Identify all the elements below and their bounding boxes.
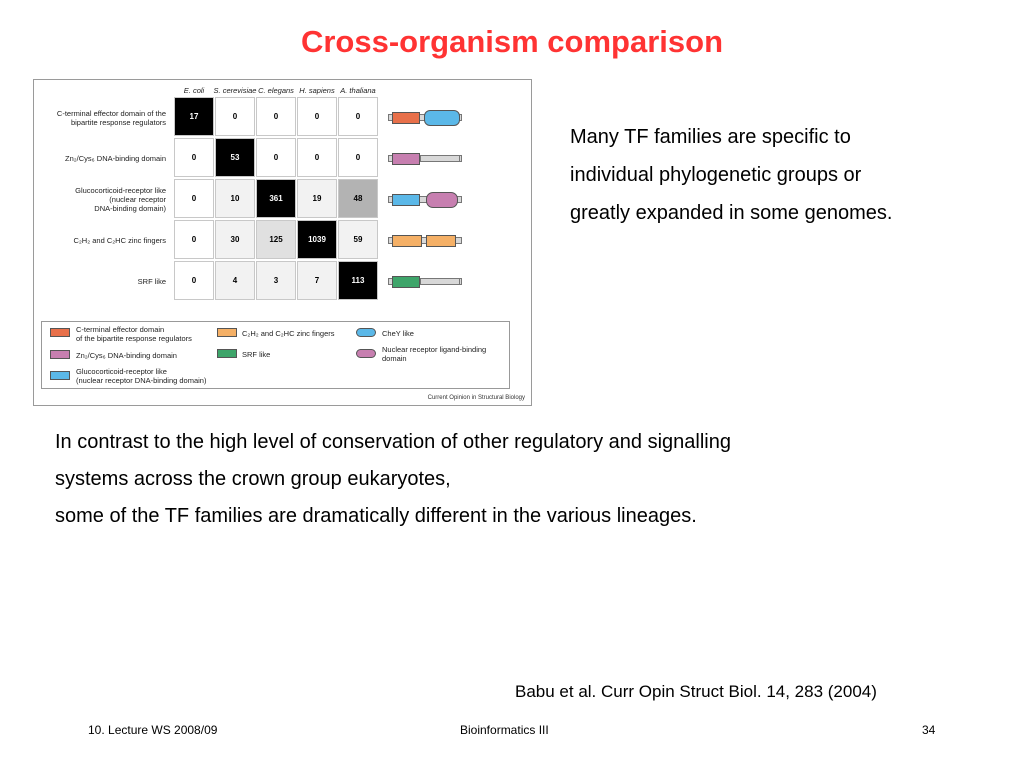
srf-domain <box>392 276 420 288</box>
row-label <box>36 154 166 163</box>
row-label-line: C₂H₂ and C₂HC zinc fingers <box>73 236 166 245</box>
row-label <box>36 277 166 286</box>
footer-left: 10. Lecture WS 2008/09 <box>88 723 218 737</box>
matrix-cell: 7 <box>297 261 337 300</box>
row-label-line: bipartite response regulators <box>70 117 166 127</box>
nuclear-legend-line-1: Nuclear receptor ligand-binding <box>382 345 487 354</box>
gluco-legend-label <box>76 367 206 385</box>
chey-domain <box>424 110 460 126</box>
matrix-cell: 125 <box>256 220 296 259</box>
zinc-finger-domain <box>392 235 422 247</box>
row-label-line: DNA-binding domain) <box>94 204 166 213</box>
zinc-finger-domain <box>426 235 456 247</box>
matrix-cell: 0 <box>215 97 255 136</box>
body-text-line: systems across the crown group eukaryotes, <box>55 468 451 490</box>
srf-legend-swatch <box>217 349 237 358</box>
body-text-line: some of the TF families are dramatically different in the various lineages. <box>55 505 697 527</box>
body-text <box>55 424 995 535</box>
matrix-cell: 53 <box>215 138 255 177</box>
matrix-cell: 59 <box>338 220 378 259</box>
row-label-line: C-terminal effector domain of the <box>56 108 166 118</box>
matrix-cell: 0 <box>174 138 214 177</box>
slide-title: Cross-organism comparison <box>300 24 724 59</box>
zn-legend-swatch <box>50 350 70 359</box>
matrix-cell: 0 <box>338 97 378 136</box>
effector-legend-swatch <box>50 328 70 337</box>
tf-family-figure <box>33 79 532 406</box>
body-text-line: In contrast to the high level of conservation of other regulatory and signalling <box>55 431 731 453</box>
matrix-cell: 0 <box>174 261 214 300</box>
matrix-cell: 19 <box>297 179 337 218</box>
row-label-line: SRF like <box>137 277 166 286</box>
matrix-cell: 113 <box>338 261 378 300</box>
c2h2-legend-label: C₂H₂ and C₂HC zinc fingers <box>242 329 335 338</box>
matrix-cell: 0 <box>297 97 337 136</box>
right-text-line: Many TF families are specific to <box>570 126 851 148</box>
row-label-line: (nuclear receptor <box>109 195 166 204</box>
column-header: A. thaliana <box>340 86 376 95</box>
srf-legend-label: SRF like <box>242 350 271 359</box>
effector-legend-label <box>76 325 192 343</box>
footer-center: Bioinformatics III <box>460 723 549 737</box>
column-header: E. coli <box>183 86 205 95</box>
right-text-line: greatly expanded in some genomes. <box>570 202 893 224</box>
row-label-line: Zn₂/Cys₆ DNA-binding domain <box>65 154 166 163</box>
column-header: S. cerevisiae <box>213 86 257 95</box>
nuclear-legend-swatch <box>356 349 376 358</box>
right-summary-text <box>570 118 1000 232</box>
effector-domain <box>392 112 420 124</box>
matrix-cell: 0 <box>297 138 337 177</box>
matrix-cell: 0 <box>174 179 214 218</box>
matrix-cell: 3 <box>256 261 296 300</box>
column-header: H. sapiens <box>299 86 335 95</box>
row-label <box>36 236 166 245</box>
footer-page-number: 34 <box>922 723 936 737</box>
chey-legend-swatch <box>356 328 376 337</box>
row-label <box>36 109 166 127</box>
matrix-cell: 0 <box>256 138 296 177</box>
effector-legend-line-2: of the bipartite response regulators <box>76 334 192 343</box>
figure-source: Current Opinion in Structural Biology <box>427 395 525 401</box>
gluco-legend-line-2: (nuclear receptor DNA-binding domain) <box>76 376 207 385</box>
nuclear-ligand-domain <box>426 192 458 208</box>
row-label-line: Glucocorticoid-receptor like <box>75 186 166 195</box>
effector-legend-line-1: C-terminal effector domain <box>76 325 165 334</box>
matrix-cell: 30 <box>215 220 255 259</box>
matrix-cell: 1039 <box>297 220 337 259</box>
row-label <box>36 186 166 213</box>
gluco-legend-line-1: Glucocorticoid-receptor like <box>76 367 167 376</box>
matrix-cell: 0 <box>174 220 214 259</box>
linker-bar <box>420 155 460 162</box>
zn-cys-domain <box>392 153 420 165</box>
figure-legend <box>41 321 510 389</box>
c2h2-legend-swatch <box>217 328 237 337</box>
gluco-domain <box>392 194 420 206</box>
matrix-cell: 0 <box>338 138 378 177</box>
matrix-cell: 0 <box>256 97 296 136</box>
nuclear-legend-label <box>382 345 486 363</box>
right-text-line: individual phylogenetic groups or <box>570 164 862 186</box>
column-header: C. elegans <box>258 86 294 95</box>
chey-legend-label: CheY like <box>382 329 414 338</box>
matrix-cell: 361 <box>256 179 296 218</box>
nuclear-legend-line-2: domain <box>382 354 407 363</box>
matrix-cell: 48 <box>338 179 378 218</box>
matrix-cell: 17 <box>174 97 214 136</box>
gluco-legend-swatch <box>50 371 70 380</box>
zn-legend-label: Zn₂/Cys₆ DNA-binding domain <box>76 351 177 360</box>
citation: Babu et al. Curr Opin Struct Biol. 14, 283 (2004) <box>515 682 877 701</box>
linker-bar <box>420 278 460 285</box>
matrix-cell: 10 <box>215 179 255 218</box>
matrix-cell: 4 <box>215 261 255 300</box>
